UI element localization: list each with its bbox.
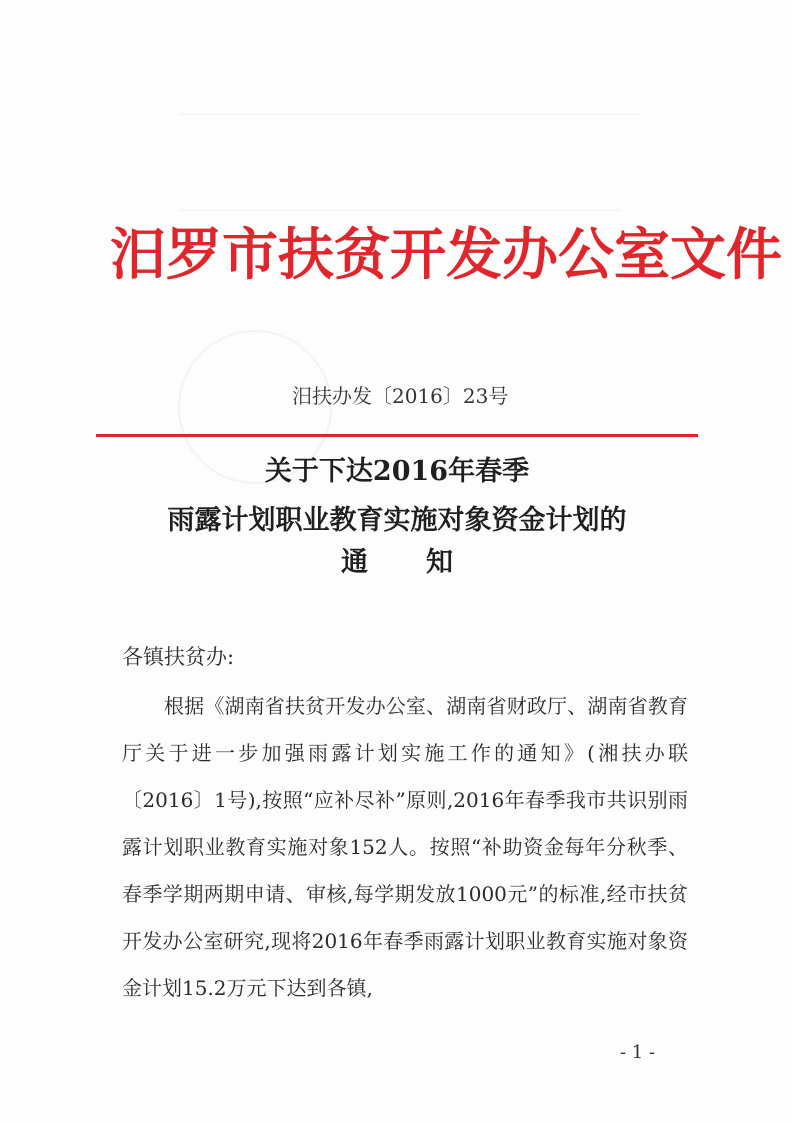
notice-title-line-2: 雨露计划职业教育实施对象资金计划的 xyxy=(167,505,627,536)
body-paragraph: 根据《湖南省扶贫开发办公室、湖南省财政厅、湖南省教育厅关于进一步加强雨露计划实施工作的通知》(湘扶办联〔2016〕1号),按照“应补尽补”原则,2016年春季我市共识别雨露计划职业教育实施对象152人。按照“补助资金每年分秋季、春季学期两期申请、审核,每学期发放1000元”的标准,经市扶贫开发办公室研究,现将2016年春季雨露计划职业教育实施对象资金计划15.2万元下达到各镇, xyxy=(122,694,688,1000)
notice-title-line-1: 关于下达2016年春季 xyxy=(264,456,530,487)
page-number: - 1 - xyxy=(620,1042,656,1063)
document-number: 汨扶办发〔2016〕23号 xyxy=(292,384,509,408)
scan-artifact-line xyxy=(180,113,640,115)
issuer-header: 汨罗市扶贫开发办公室文件 xyxy=(110,223,782,288)
notice-title-line-3: 通知 xyxy=(341,547,511,578)
salutation: 各镇扶贫办: xyxy=(122,645,235,669)
red-divider-rule xyxy=(96,434,698,437)
